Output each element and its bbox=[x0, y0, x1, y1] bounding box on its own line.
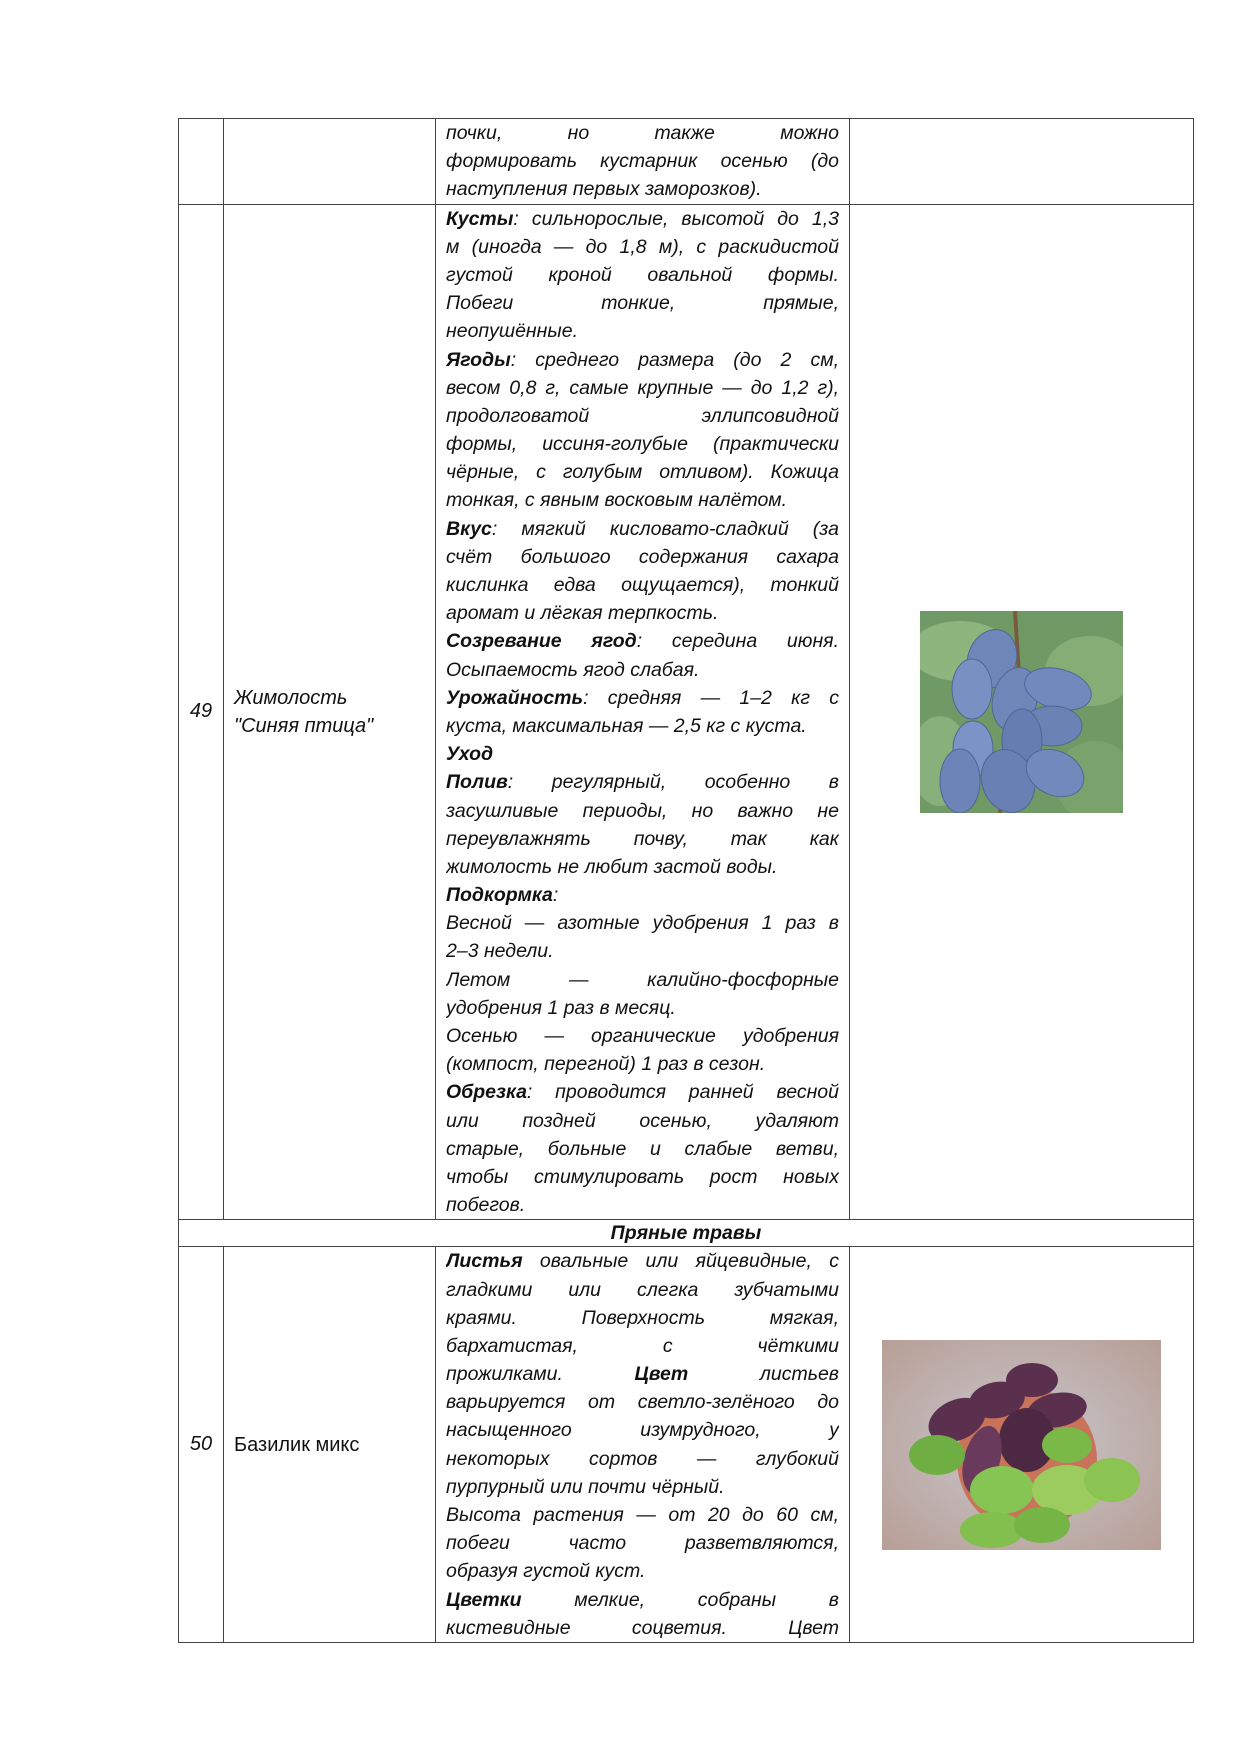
row-image-cell bbox=[850, 1247, 1194, 1643]
description-line bbox=[446, 797, 839, 825]
line-text: прожилками. bbox=[446, 1363, 635, 1386]
label-bold: Подкормка bbox=[446, 884, 553, 907]
description-line bbox=[446, 1107, 839, 1135]
description-line bbox=[446, 317, 839, 345]
label-bold: Уход bbox=[446, 743, 494, 766]
table-row-49 bbox=[179, 204, 1194, 1220]
line-text: : средняя — 1–2 кг с bbox=[583, 686, 839, 709]
description-line bbox=[446, 825, 839, 853]
label-bold: Созревание ягод bbox=[446, 630, 637, 653]
line-text: м (иногда — до 1,8 м), с раскидистой bbox=[446, 235, 839, 258]
description-line bbox=[446, 684, 839, 712]
row-image-cell bbox=[850, 204, 1194, 1220]
line-text: пурпурный или почти чёрный. bbox=[446, 1475, 725, 1498]
line-text: удобрения 1 раз в месяц. bbox=[446, 996, 676, 1019]
description-line bbox=[446, 1078, 839, 1106]
line-text: Осенью — органические удобрения bbox=[446, 1025, 839, 1047]
description-line bbox=[446, 740, 839, 768]
line-text: : регулярный, особенно в bbox=[507, 771, 839, 794]
honeysuckle-berries-image bbox=[920, 611, 1123, 813]
row-number: 49 bbox=[189, 700, 213, 723]
description-line bbox=[446, 205, 839, 233]
description-line bbox=[446, 119, 839, 147]
line-text: Летом — калийно-фосфорные bbox=[446, 968, 839, 991]
line-text: весом 0,8 г, самые крупные — до 1,2 г), bbox=[446, 376, 839, 399]
description-line bbox=[446, 458, 839, 486]
varieties-table bbox=[178, 118, 1194, 1643]
section-title: Пряные травы bbox=[179, 1220, 1194, 1247]
description-line bbox=[446, 627, 839, 655]
row-number: 50 bbox=[189, 1433, 213, 1456]
description-line bbox=[446, 571, 839, 599]
line-text: переувлажнять почву, так как bbox=[446, 827, 839, 850]
line-text: аромат и лёгкая терпкость. bbox=[446, 602, 719, 625]
description-line bbox=[446, 1529, 839, 1557]
description-line bbox=[446, 712, 839, 740]
description-line bbox=[446, 346, 839, 374]
line-text: образуя густой куст. bbox=[446, 1560, 646, 1583]
line-text: Высота растения — от 20 до 60 см, bbox=[446, 1504, 839, 1526]
description-line bbox=[446, 289, 839, 317]
line-text: Весной — азотные удобрения 1 раз в bbox=[446, 912, 839, 935]
description-line bbox=[446, 994, 839, 1022]
row-description-cell bbox=[436, 1247, 850, 1643]
label-bold: Вкус bbox=[446, 517, 492, 540]
label-bold: Кусты bbox=[446, 207, 514, 230]
label-bold: Обрезка bbox=[446, 1081, 527, 1104]
description-line bbox=[446, 966, 839, 994]
line-text: бархатистая, с чёткими bbox=[446, 1334, 839, 1357]
plant-name-line-1: Жимолость bbox=[234, 686, 348, 709]
description-line bbox=[446, 1276, 839, 1304]
label-bold: Цветки bbox=[446, 1588, 522, 1611]
description-line bbox=[446, 374, 839, 402]
description-line bbox=[446, 515, 839, 543]
line-text: чтобы стимулировать рост новых bbox=[446, 1165, 839, 1188]
line-text: побегов. bbox=[446, 1194, 526, 1217]
line-text: наступления первых заморозков). bbox=[446, 178, 762, 201]
description-line bbox=[446, 1332, 839, 1360]
description-line bbox=[446, 1360, 839, 1388]
description-line bbox=[446, 1163, 839, 1191]
description-line bbox=[446, 1586, 839, 1614]
row-number-cell bbox=[179, 119, 224, 205]
line-text: овальные или яйцевидные, с bbox=[522, 1250, 839, 1273]
description-line bbox=[446, 233, 839, 261]
line-text: кистевидные соцветия. Цвет bbox=[446, 1616, 839, 1639]
description-line bbox=[446, 402, 839, 430]
line-text: краями. Поверхность мягкая, bbox=[446, 1306, 839, 1329]
description-line bbox=[446, 175, 839, 203]
line-text: : мягкий кисловато-сладкий (за bbox=[491, 517, 839, 540]
line-text: Осыпаемость ягод слабая. bbox=[446, 658, 700, 681]
line-text: формы, иссиня-голубые (практически bbox=[446, 433, 839, 456]
plant-name-line-2: "Синяя птица" bbox=[234, 714, 374, 737]
section-header-row bbox=[179, 1220, 1194, 1247]
row-name-cell bbox=[224, 1247, 436, 1643]
line-text: побеги часто разветвляются, bbox=[446, 1532, 839, 1555]
description-line bbox=[446, 1135, 839, 1163]
row-description-cell bbox=[436, 119, 850, 205]
description-line bbox=[446, 656, 839, 684]
line-text: мелкие, собраны в bbox=[521, 1588, 839, 1611]
row-image-cell bbox=[850, 119, 1194, 205]
line-text: : bbox=[552, 884, 559, 907]
line-text: неопушённые. bbox=[446, 320, 579, 343]
line-text: насыщенного изумрудного, у bbox=[446, 1419, 839, 1442]
description-line bbox=[446, 147, 839, 175]
line-text: старые, больные и слабые ветви, bbox=[446, 1137, 839, 1160]
line-text: чёрные, с голубым отливом). Кожица bbox=[446, 461, 839, 484]
description-line bbox=[446, 543, 839, 571]
description-line bbox=[446, 937, 839, 965]
description-line bbox=[446, 1473, 839, 1501]
description-line bbox=[446, 1614, 839, 1642]
description-line bbox=[446, 1557, 839, 1585]
row-number-cell bbox=[179, 1247, 224, 1643]
row-description-cell bbox=[436, 204, 850, 1220]
line-text: : среднего размера (до 2 см, bbox=[510, 348, 839, 371]
description-line bbox=[446, 1050, 839, 1078]
description-line bbox=[446, 599, 839, 627]
line-text: варьируется от светло-зелёного до bbox=[446, 1391, 839, 1414]
line-text: почки, но также можно bbox=[446, 122, 839, 144]
description-line bbox=[446, 768, 839, 796]
row-number-cell bbox=[179, 204, 224, 1220]
description-line bbox=[446, 261, 839, 289]
line-text: : середина июня. bbox=[636, 630, 839, 653]
basil-photo bbox=[882, 1340, 1161, 1550]
label-bold: Ягоды bbox=[446, 348, 511, 371]
line-text: 2–3 недели. bbox=[446, 940, 554, 963]
line-text: тонкая, с явным восковым налётом. bbox=[446, 489, 788, 512]
line-text: куста, максимальная — 2,5 кг с куста. bbox=[446, 714, 807, 737]
line-text: : сильнорослые, высотой до 1,3 bbox=[513, 207, 839, 230]
line-text: счёт большого содержания сахара bbox=[446, 545, 839, 568]
row-name-cell bbox=[224, 204, 436, 1220]
line-text: : проводится ранней весной bbox=[526, 1081, 839, 1104]
label-bold: Урожайность bbox=[446, 686, 584, 709]
description-line bbox=[446, 1191, 839, 1219]
line-text: кислинка едва ощущается), тонкий bbox=[446, 574, 839, 596]
line-text: формировать кустарник осенью (до bbox=[446, 150, 839, 173]
description-line bbox=[446, 486, 839, 514]
basil-mix-image bbox=[882, 1340, 1161, 1550]
description-line bbox=[446, 1304, 839, 1332]
line-text: продолговатой эллипсовидной bbox=[446, 404, 839, 427]
description-line bbox=[446, 1445, 839, 1473]
label-bold: Цвет bbox=[634, 1363, 689, 1386]
description-line bbox=[446, 881, 839, 909]
honeysuckle-photo bbox=[920, 611, 1123, 813]
description-line bbox=[446, 1247, 839, 1275]
line-text: Побеги тонкие, прямые, bbox=[446, 292, 839, 315]
description-line bbox=[446, 909, 839, 937]
line-text: или поздней осенью, удаляют bbox=[446, 1109, 839, 1132]
line-text: густой кроной овальной формы. bbox=[446, 263, 839, 286]
table-row-continuation bbox=[179, 119, 1194, 205]
description-line bbox=[446, 1022, 839, 1050]
line-text: засушливые периоды, но важно не bbox=[446, 799, 839, 822]
description-line bbox=[446, 430, 839, 458]
description-line bbox=[446, 853, 839, 881]
line-text: листьев bbox=[688, 1363, 839, 1386]
description-line bbox=[446, 1388, 839, 1416]
table-row-50 bbox=[179, 1247, 1194, 1643]
description-line bbox=[446, 1416, 839, 1444]
line-text: некоторых сортов — глубокий bbox=[446, 1447, 839, 1470]
label-bold: Полив bbox=[446, 771, 508, 794]
plant-name: Базилик микс bbox=[234, 1433, 360, 1456]
line-text: (компост, перегной) 1 раз в сезон. bbox=[446, 1053, 766, 1076]
line-text: гладкими или слегка зубчатыми bbox=[446, 1278, 839, 1301]
label-bold: Листья bbox=[446, 1250, 523, 1273]
line-text: жимолость не любит застой воды. bbox=[446, 855, 778, 878]
description-line bbox=[446, 1501, 839, 1529]
row-name-cell bbox=[224, 119, 436, 205]
